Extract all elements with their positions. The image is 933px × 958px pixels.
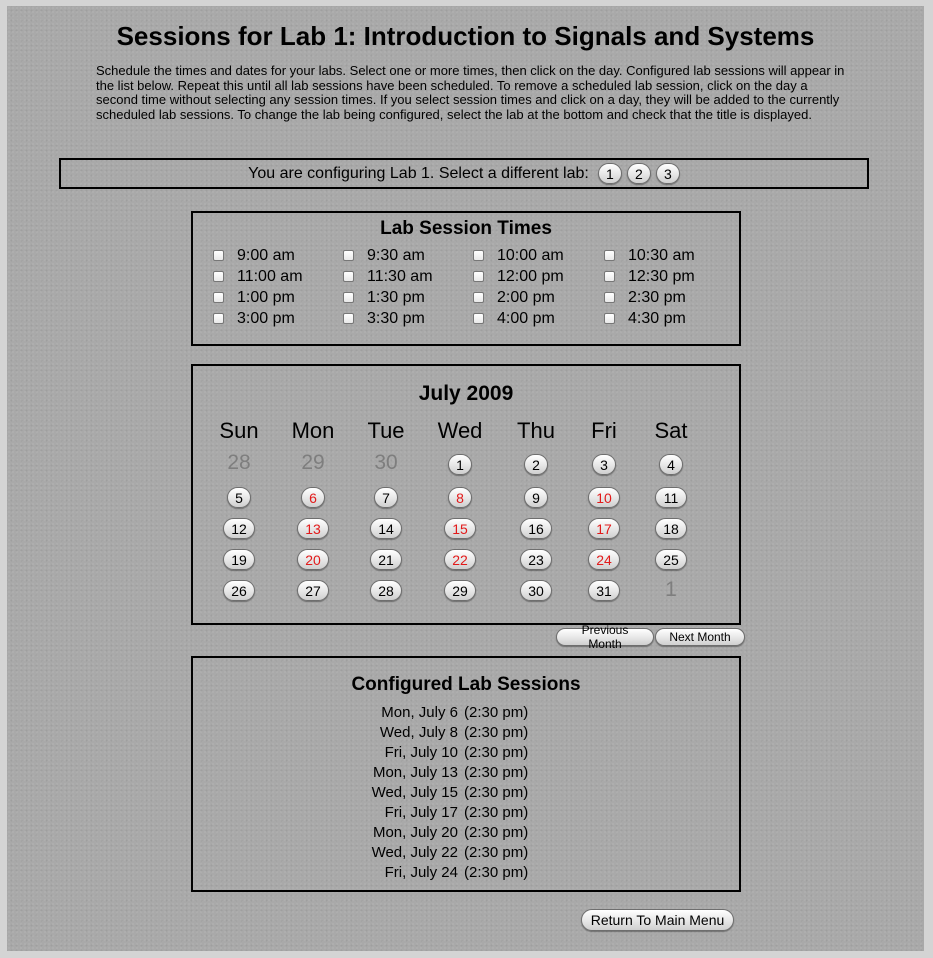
time-label: 9:30 am (367, 246, 425, 264)
calendar-day-button[interactable]: 20 (297, 549, 329, 570)
calendar-day-button[interactable]: 2 (524, 454, 548, 475)
time-label: 1:00 pm (237, 288, 295, 306)
time-label: 2:30 pm (628, 288, 686, 306)
page-title: Sessions for Lab 1: Introduction to Signals and Systems (116, 21, 815, 51)
calendar-day-button[interactable]: 26 (223, 580, 255, 601)
time-label: 9:00 am (237, 246, 295, 264)
calendar-day-button[interactable]: 6 (301, 487, 325, 508)
weekday-label: Tue (367, 418, 405, 443)
time-option[interactable] (343, 246, 473, 265)
time-checkbox[interactable] (343, 313, 354, 324)
session-times-title: Lab Session Times (380, 218, 552, 239)
time-label: 4:30 pm (628, 309, 686, 327)
time-label: 3:00 pm (237, 309, 295, 327)
time-checkbox[interactable] (473, 271, 484, 282)
time-option[interactable] (604, 309, 734, 328)
time-label: 11:30 am (367, 267, 433, 285)
next-month-button[interactable]: Next Month (655, 628, 745, 646)
time-label: 1:30 pm (367, 288, 425, 306)
session-time: (2:30 pm) (464, 803, 529, 821)
calendar-day-button[interactable]: 4 (659, 454, 683, 475)
calendar-week-row (193, 448, 739, 483)
time-checkbox[interactable] (604, 313, 615, 324)
configured-session-row (193, 742, 739, 762)
calendar-day-button[interactable]: 3 (592, 454, 616, 475)
time-label: 2:00 pm (497, 288, 555, 306)
time-option[interactable] (604, 246, 734, 265)
calendar-week-row (193, 576, 739, 607)
session-date: Wed, July 15 (371, 783, 458, 801)
time-label: 3:30 pm (367, 309, 425, 327)
time-option[interactable] (473, 309, 604, 328)
calendar-day-button[interactable]: 27 (297, 580, 329, 601)
calendar-day-button[interactable]: 15 (444, 518, 476, 539)
calendar-outside-day: 28 (227, 451, 251, 474)
configured-session-row (193, 842, 739, 862)
calendar-day-button[interactable]: 5 (227, 487, 251, 508)
calendar-week-row (193, 545, 739, 576)
calendar-day-button[interactable]: 17 (588, 518, 620, 539)
calendar-day-button[interactable]: 10 (588, 487, 620, 508)
lab-selector-text: You are configuring Lab 1. Select a different lab: (248, 164, 589, 182)
time-option[interactable] (473, 267, 604, 286)
calendar-day-button[interactable]: 7 (374, 487, 398, 508)
session-time: (2:30 pm) (464, 743, 529, 761)
time-option[interactable] (213, 309, 343, 328)
configured-session-row (193, 822, 739, 842)
page-panel (7, 6, 924, 951)
configured-session-row (193, 702, 739, 722)
time-checkbox[interactable] (604, 250, 615, 261)
calendar-day-button[interactable]: 30 (520, 580, 552, 601)
weekday-label: Sun (219, 418, 259, 443)
session-time: (2:30 pm) (464, 723, 529, 741)
session-time: (2:30 pm) (464, 843, 529, 861)
time-option[interactable] (473, 246, 604, 265)
time-checkbox[interactable] (213, 271, 224, 282)
session-time: (2:30 pm) (464, 763, 529, 781)
time-label: 12:30 pm (628, 267, 695, 285)
session-date: Fri, July 17 (384, 803, 458, 821)
session-date: Fri, July 24 (384, 863, 458, 881)
time-checkbox[interactable] (213, 250, 224, 261)
calendar-week-row (193, 514, 739, 545)
time-checkbox[interactable] (604, 271, 615, 282)
calendar-day-button[interactable]: 21 (370, 549, 402, 570)
time-checkbox[interactable] (213, 313, 224, 324)
configured-sessions-list (193, 702, 739, 882)
lab-button-1[interactable]: 1 (598, 163, 622, 184)
calendar-outside-day: 29 (301, 451, 325, 474)
time-option[interactable] (343, 309, 473, 328)
configured-session-row (193, 802, 739, 822)
lab-selector-bar (59, 158, 869, 189)
session-time: (2:30 pm) (464, 823, 529, 841)
calendar-day-button[interactable]: 24 (588, 549, 620, 570)
weekday-label: Wed (437, 418, 483, 443)
calendar-day-button[interactable]: 12 (223, 518, 255, 539)
calendar-outside-day: 30 (374, 451, 398, 474)
time-option[interactable] (343, 267, 473, 286)
time-label: 12:00 pm (497, 267, 564, 285)
session-date: Wed, July 22 (371, 843, 458, 861)
time-label: 10:30 am (628, 246, 695, 264)
calendar-day-button[interactable]: 25 (655, 549, 687, 570)
calendar-day-button[interactable]: 9 (524, 487, 548, 508)
time-checkbox[interactable] (343, 271, 354, 282)
previous-month-button[interactable]: Previous Month (556, 628, 654, 646)
calendar-day-button[interactable]: 8 (448, 487, 472, 508)
time-option[interactable] (213, 246, 343, 265)
calendar-day-button[interactable]: 11 (655, 487, 687, 508)
time-label: 10:00 am (497, 246, 564, 264)
lab-button-2[interactable]: 2 (627, 163, 651, 184)
session-times-panel (191, 211, 741, 346)
calendar-week-row (193, 483, 739, 514)
calendar-day-button[interactable]: 18 (655, 518, 687, 539)
calendar-day-button[interactable]: 22 (444, 549, 476, 570)
time-checkbox[interactable] (473, 313, 484, 324)
time-option[interactable] (604, 288, 734, 307)
configured-sessions-panel (191, 656, 741, 892)
calendar-day-button[interactable]: 31 (588, 580, 620, 601)
month-navigation (556, 623, 745, 651)
session-times-grid (213, 246, 734, 328)
weekday-header-row (193, 418, 739, 448)
time-checkbox[interactable] (473, 250, 484, 261)
session-date: Mon, July 13 (372, 763, 458, 781)
calendar-day-button[interactable]: 28 (370, 580, 402, 601)
weekday-label: Thu (517, 418, 555, 443)
time-option[interactable] (213, 267, 343, 286)
session-time: (2:30 pm) (464, 863, 529, 881)
calendar-day-button[interactable]: 29 (444, 580, 476, 601)
time-checkbox[interactable] (213, 292, 224, 303)
calendar-grid (193, 418, 739, 607)
configured-sessions-title: Configured Lab Sessions (351, 674, 581, 695)
calendar-day-button[interactable]: 16 (520, 518, 552, 539)
time-checkbox[interactable] (473, 292, 484, 303)
time-option[interactable] (473, 288, 604, 307)
configured-session-row (193, 762, 739, 782)
time-label: 11:00 am (237, 267, 303, 285)
configured-session-row (193, 722, 739, 742)
calendar-month-title: July 2009 (418, 382, 514, 405)
time-label: 4:00 pm (497, 309, 555, 327)
session-date: Mon, July 6 (381, 703, 458, 721)
calendar-day-button[interactable]: 1 (448, 454, 472, 475)
calendar-day-button[interactable]: 14 (370, 518, 402, 539)
calendar-day-button[interactable]: 19 (223, 549, 255, 570)
return-main-menu-button[interactable]: Return To Main Menu (581, 909, 734, 931)
session-date: Wed, July 8 (379, 723, 458, 741)
configured-session-row (193, 862, 739, 882)
weekday-label: Sat (654, 418, 688, 443)
lab-button-3[interactable]: 3 (656, 163, 680, 184)
configured-session-row (193, 782, 739, 802)
calendar-panel (191, 364, 741, 625)
time-checkbox[interactable] (343, 250, 354, 261)
calendar-day-button[interactable]: 23 (520, 549, 552, 570)
time-option[interactable] (604, 267, 734, 286)
weekday-label: Fri (591, 418, 617, 443)
session-date: Mon, July 20 (372, 823, 458, 841)
weekday-label: Mon (291, 418, 335, 443)
instructions-text: Schedule the times and dates for your labs. Select one or more times, then click on the day. Configured lab sessions will appear in the list below. Repeat this until all lab sessions have been scheduled. To remove a scheduled lab session, click on the day a second time without selecting any session times. If you select session times and click on a day, they will be added to the currently scheduled lab sessions. To change the lab being configured, select the lab at the bottom and check that the title is displayed. (96, 63, 845, 122)
time-option[interactable] (213, 288, 343, 307)
calendar-outside-day: 1 (665, 578, 677, 601)
session-date: Fri, July 10 (384, 743, 458, 761)
calendar-day-button[interactable]: 13 (297, 518, 329, 539)
time-checkbox[interactable] (343, 292, 354, 303)
time-option[interactable] (343, 288, 473, 307)
time-checkbox[interactable] (604, 292, 615, 303)
session-time: (2:30 pm) (464, 703, 529, 721)
session-time: (2:30 pm) (464, 783, 529, 801)
